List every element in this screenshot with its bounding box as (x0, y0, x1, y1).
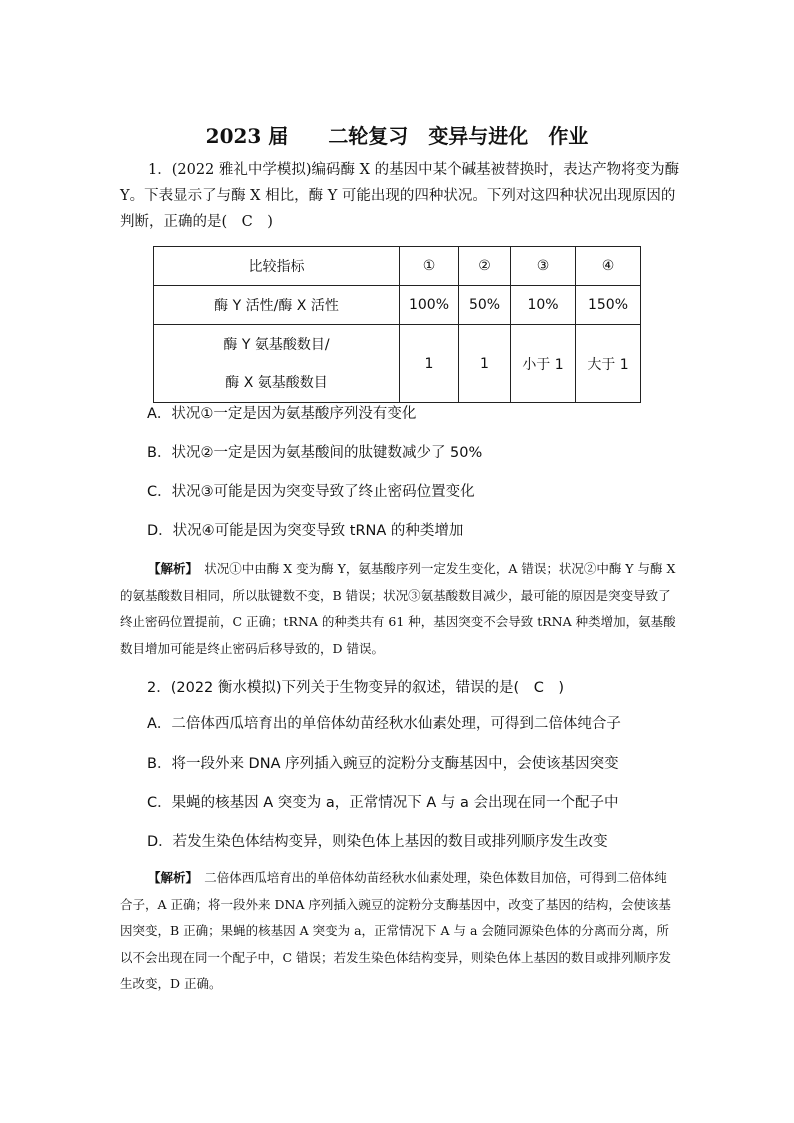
q2-analysis (120, 865, 676, 998)
table-cell: 1 (459, 325, 511, 403)
table-cell: 100% (400, 286, 459, 325)
title-review: 二轮复习 (328, 124, 409, 148)
q1-option-a: A．状况①一定是因为氨基酸序列没有变化 (147, 406, 417, 422)
title-topic: 变异与进化 (428, 124, 529, 148)
table-cell: 大于 1 (576, 325, 641, 403)
table-header-cell: ② (459, 247, 511, 286)
q1-option-c: C．状况③可能是因为突变导致了终止密码位置变化 (147, 484, 475, 500)
q2-option-a: A．二倍体西瓜培育出的单倍体幼苗经秋水仙素处理，可得到二倍体纯合子 (147, 716, 621, 732)
question-2-stem: 2．(2022 衡水模拟)下列关于生物变异的叙述，错误的是( C ) (147, 680, 564, 696)
q1-option-b: B．状况②一定是因为氨基酸间的肽键数减少了 50% (147, 445, 483, 461)
table-cell: 1 (400, 325, 459, 403)
analysis-tag: 【解析】 (148, 870, 192, 885)
row-label-line1: 酶 Y 氨基酸数目/ (223, 336, 330, 353)
analysis-text: 状况①中由酶 X 变为酶 Y，氨基酸序列一定发生变化，A 错误；状况②中酶 Y 与酶 X 的氨基酸数目相同，所以肽键数不变，B 错误；状况③氨基酸数目减少，最可能的原因是突变导致了终止密码位置提前，C 正确；tRNA 的种类共有 61 种，基因突变不会导致 tRNA 种类增加，氨基酸数目增加可能是终止密码后移导致的，D 错误。 (120, 561, 676, 656)
q1-analysis (120, 556, 676, 662)
page-title (0, 120, 794, 149)
table-cell: 150% (576, 286, 641, 325)
table-cell: 50% (459, 286, 511, 325)
title-year: 2023 届 (205, 124, 289, 148)
q1-option-d: D．状况④可能是因为突变导致 tRNA 的种类增加 (147, 523, 464, 539)
title-homework: 作业 (548, 124, 589, 148)
q2-option-b: B．将一段外来 DNA 序列插入豌豆的淀粉分支酶基因中，会使该基因突变 (147, 756, 619, 772)
table-header-cell: 比较指标 (154, 247, 400, 286)
comparison-table (153, 246, 641, 403)
table-cell (154, 325, 400, 403)
analysis-text: 二倍体西瓜培育出的单倍体幼苗经秋水仙素处理，染色体数目加倍，可得到二倍体纯合子，A 正确；将一段外来 DNA 序列插入豌豆的淀粉分支酶基因中，改变了基因的结构，会使该基因突变，B 正确；果蝇的核基因 A 突变为 a，正常情况下 A 与 a 会随同源染色体的分离而分离，所以不会出现在同一个配子中，C 错误；若发生染色体结构变异，则染色体上基因的数目或排列顺序发生改变，D 正确。 (120, 870, 672, 991)
question-1-stem: 1．(2022 雅礼中学模拟)编码酶 X 的基因中某个碱基被替换时，表达产物将变为酶 Y。下表显示了与酶 X 相比，酶 Y 可能出现的四种状况。下列对这四种状况出现原因的判断，正确的是( C ) (120, 162, 680, 230)
q2-option-c: C．果蝇的核基因 A 突变为 a，正常情况下 A 与 a 会出现在同一个配子中 (147, 795, 619, 811)
analysis-tag: 【解析】 (148, 561, 192, 576)
table-header-cell: ③ (511, 247, 576, 286)
table-cell: 酶 Y 活性/酶 X 活性 (154, 286, 400, 325)
q2-option-d: D．若发生染色体结构变异，则染色体上基因的数目或排列顺序发生改变 (147, 834, 608, 850)
row-label-line2: 酶 X 氨基酸数目 (225, 374, 328, 391)
table-header-cell: ④ (576, 247, 641, 286)
table-header-cell: ① (400, 247, 459, 286)
table-cell: 小于 1 (511, 325, 576, 403)
table-cell: 10% (511, 286, 576, 325)
